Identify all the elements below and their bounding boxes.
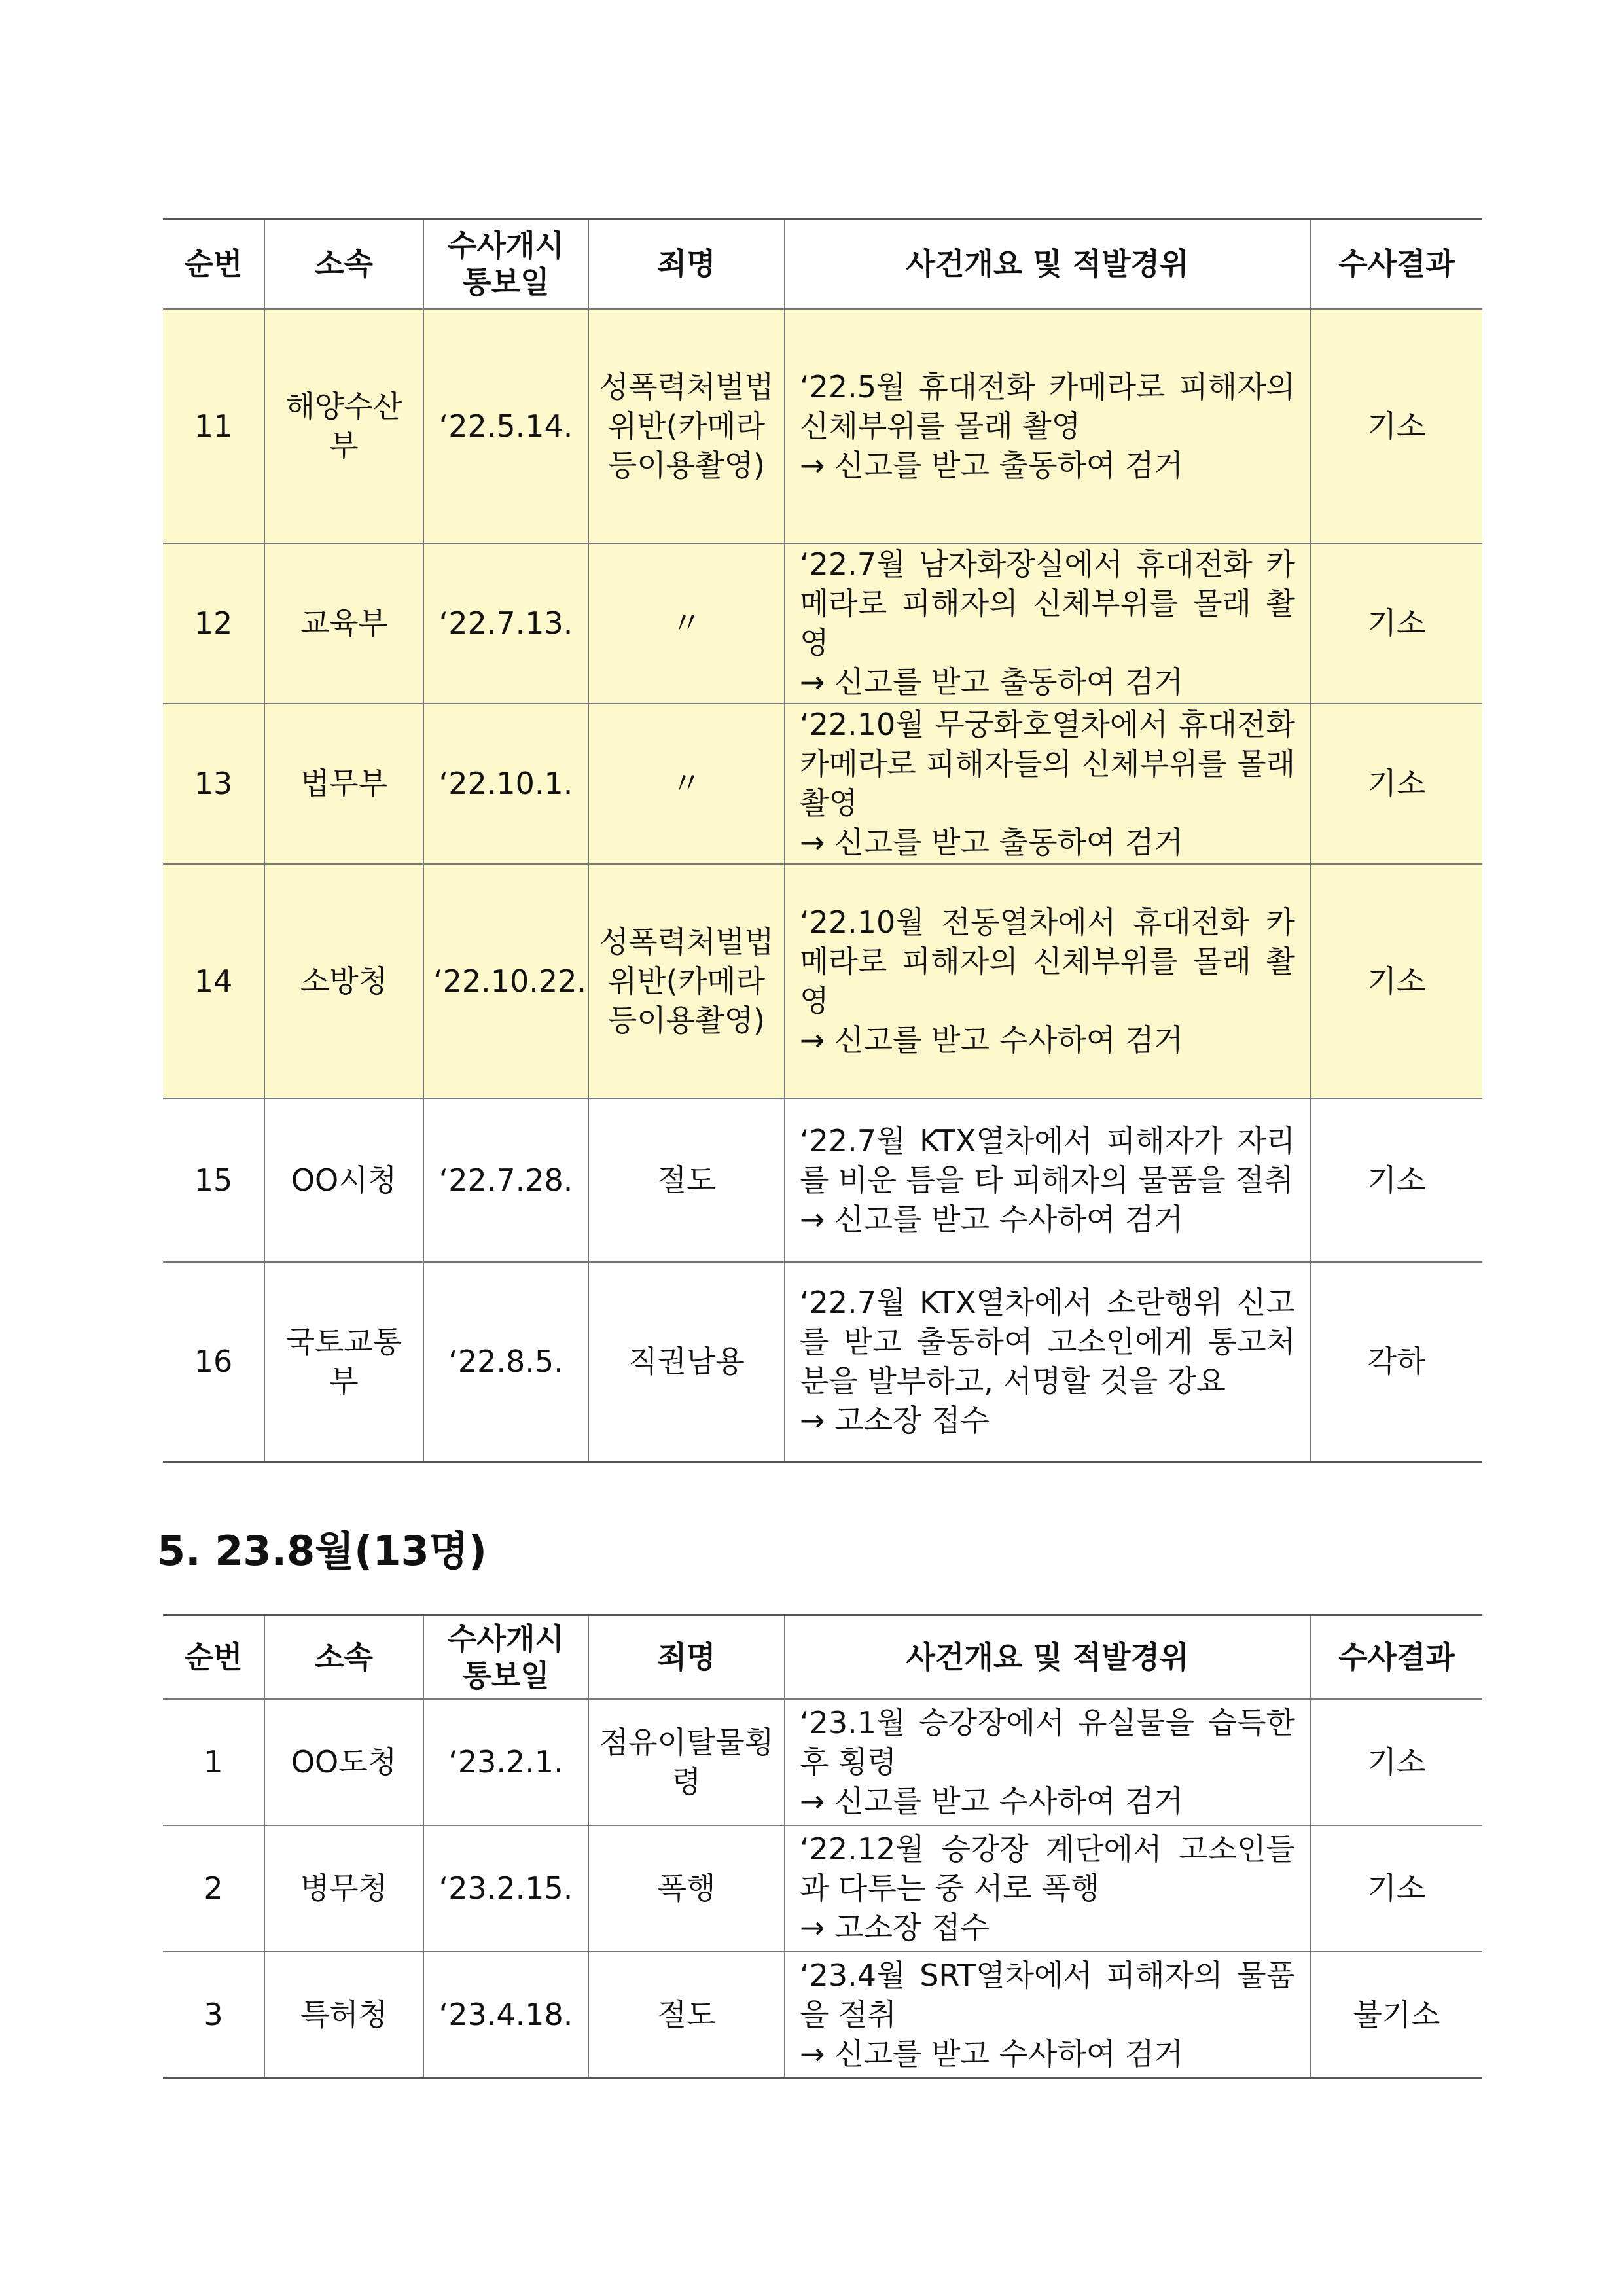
col-header-desc: 사건개요 및 적발경위 xyxy=(785,1615,1310,1699)
table-header-row xyxy=(163,1615,1482,1699)
incident-table-1 xyxy=(163,218,1482,1463)
cell-no: 16 xyxy=(163,1262,264,1462)
cell-result: 기소 xyxy=(1310,309,1482,543)
cell-result: 각하 xyxy=(1310,1262,1482,1462)
cell-no: 15 xyxy=(163,1098,264,1262)
col-header-no: 순번 xyxy=(163,1615,264,1699)
cell-charge: 절도 xyxy=(588,1952,785,2078)
desc-arrow: → 신고를 받고 출동하여 검거 xyxy=(800,825,1183,860)
desc-arrow: → 신고를 받고 수사하여 검거 xyxy=(800,1022,1183,1058)
cell-org: 국토교통부 xyxy=(264,1262,423,1462)
col-header-charge: 죄명 xyxy=(588,219,785,309)
cell-org: 병무청 xyxy=(264,1825,423,1952)
col-header-no: 순번 xyxy=(163,219,264,309)
cell-charge: 성폭력처벌법위반(카메라등이용촬영) xyxy=(588,864,785,1098)
cell-org: 교육부 xyxy=(264,543,423,704)
cell-no: 14 xyxy=(163,864,264,1098)
table-row xyxy=(163,864,1482,1098)
cell-result: 기소 xyxy=(1310,1699,1482,1825)
cell-desc xyxy=(785,543,1310,704)
desc-arrow: → 신고를 받고 수사하여 검거 xyxy=(800,1201,1183,1237)
desc-text: ‘23.4월 SRT열차에서 피해자의 물품을 절취 xyxy=(800,1957,1295,2032)
cell-date: ‘22.10.22. xyxy=(423,864,588,1098)
desc-arrow: → 고소장 접수 xyxy=(800,1910,990,1945)
cell-result: 기소 xyxy=(1310,1825,1482,1952)
table-row xyxy=(163,1262,1482,1462)
desc-text: ‘22.5월 휴대전화 카메라로 피해자의 신체부위를 몰래 촬영 xyxy=(800,368,1295,444)
desc-text: ‘23.1월 승강장에서 유실물을 습득한 후 횡령 xyxy=(800,1705,1295,1780)
cell-date: ‘22.10.1. xyxy=(423,704,588,864)
cell-date: ‘23.2.15. xyxy=(423,1825,588,1952)
table-row xyxy=(163,1952,1482,2078)
cell-date: ‘23.4.18. xyxy=(423,1952,588,2078)
cell-desc xyxy=(785,1262,1310,1462)
cell-charge: 점유이탈물횡령 xyxy=(588,1699,785,1825)
cell-result: 기소 xyxy=(1310,543,1482,704)
cell-org: 소방청 xyxy=(264,864,423,1098)
desc-text: ‘22.10월 무궁화호열차에서 휴대전화 카메라로 피해자들의 신체부위를 몰래 촬영 xyxy=(800,707,1295,821)
col-header-result: 수사결과 xyxy=(1310,1615,1482,1699)
cell-no: 1 xyxy=(163,1699,264,1825)
cell-result: 기소 xyxy=(1310,864,1482,1098)
cell-no: 11 xyxy=(163,309,264,543)
desc-arrow: → 신고를 받고 수사하여 검거 xyxy=(800,2036,1183,2072)
desc-arrow: → 고소장 접수 xyxy=(800,1403,990,1439)
cell-desc xyxy=(785,704,1310,864)
cell-desc xyxy=(785,1098,1310,1262)
cell-org: 해양수산부 xyxy=(264,309,423,543)
cell-date: ‘22.8.5. xyxy=(423,1262,588,1462)
table-row xyxy=(163,1825,1482,1952)
cell-charge: 폭행 xyxy=(588,1825,785,1952)
cell-result: 기소 xyxy=(1310,1098,1482,1262)
incident-table-2 xyxy=(163,1614,1482,2079)
desc-arrow: → 신고를 받고 출동하여 검거 xyxy=(800,664,1183,700)
cell-no: 2 xyxy=(163,1825,264,1952)
desc-arrow: → 신고를 받고 수사하여 검거 xyxy=(800,1784,1183,1819)
cell-result: 불기소 xyxy=(1310,1952,1482,2078)
cell-desc xyxy=(785,864,1310,1098)
cell-charge: 직권남용 xyxy=(588,1262,785,1462)
table-row xyxy=(163,1699,1482,1825)
col-header-charge: 죄명 xyxy=(588,1615,785,1699)
cell-charge: 절도 xyxy=(588,1098,785,1262)
cell-date: ‘22.5.14. xyxy=(423,309,588,543)
desc-text: ‘22.10월 전동열차에서 휴대전화 카메라로 피해자의 신체부위를 몰래 촬영 xyxy=(800,904,1295,1018)
cell-desc xyxy=(785,1952,1310,2078)
col-header-result: 수사결과 xyxy=(1310,219,1482,309)
desc-text: ‘22.7월 KTX열차에서 소란행위 신고를 받고 출동하여 고소인에게 통고처분을 발부하고, 서명할 것을 강요 xyxy=(800,1285,1295,1399)
col-header-org: 소속 xyxy=(264,219,423,309)
table-row xyxy=(163,1098,1482,1262)
cell-desc xyxy=(785,309,1310,543)
desc-arrow: → 신고를 받고 출동하여 검거 xyxy=(800,447,1183,483)
section-title: 5. 23.8월(13명) xyxy=(157,1527,487,1575)
cell-desc xyxy=(785,1825,1310,1952)
cell-charge: 성폭력처벌법위반(카메라등이용촬영) xyxy=(588,309,785,543)
cell-result: 기소 xyxy=(1310,704,1482,864)
cell-date: ‘22.7.28. xyxy=(423,1098,588,1262)
cell-org: OO시청 xyxy=(264,1098,423,1262)
cell-desc xyxy=(785,1699,1310,1825)
cell-org: 법무부 xyxy=(264,704,423,864)
cell-date: ‘23.2.1. xyxy=(423,1699,588,1825)
col-header-date: 수사개시 통보일 xyxy=(423,1615,588,1699)
cell-no: 12 xyxy=(163,543,264,704)
cell-no: 3 xyxy=(163,1952,264,2078)
col-header-org: 소속 xyxy=(264,1615,423,1699)
table-header-row xyxy=(163,219,1482,309)
cell-org: OO도청 xyxy=(264,1699,423,1825)
cell-charge: 〃 xyxy=(588,543,785,704)
cell-org: 특허청 xyxy=(264,1952,423,2078)
desc-text: ‘22.7월 남자화장실에서 휴대전화 카메라로 피해자의 신체부위를 몰래 촬영 xyxy=(800,547,1295,660)
cell-no: 13 xyxy=(163,704,264,864)
table-row xyxy=(163,704,1482,864)
cell-date: ‘22.7.13. xyxy=(423,543,588,704)
desc-text: ‘22.7월 KTX열차에서 피해자가 자리를 비운 틈을 타 피해자의 물품을 절취 xyxy=(800,1122,1295,1198)
cell-charge: 〃 xyxy=(588,704,785,864)
col-header-date: 수사개시 통보일 xyxy=(423,219,588,309)
desc-text: ‘22.12월 승강장 계단에서 고소인들과 다투는 중 서로 폭행 xyxy=(800,1831,1295,1906)
table-row xyxy=(163,309,1482,543)
table-row xyxy=(163,543,1482,704)
col-header-desc: 사건개요 및 적발경위 xyxy=(785,219,1310,309)
